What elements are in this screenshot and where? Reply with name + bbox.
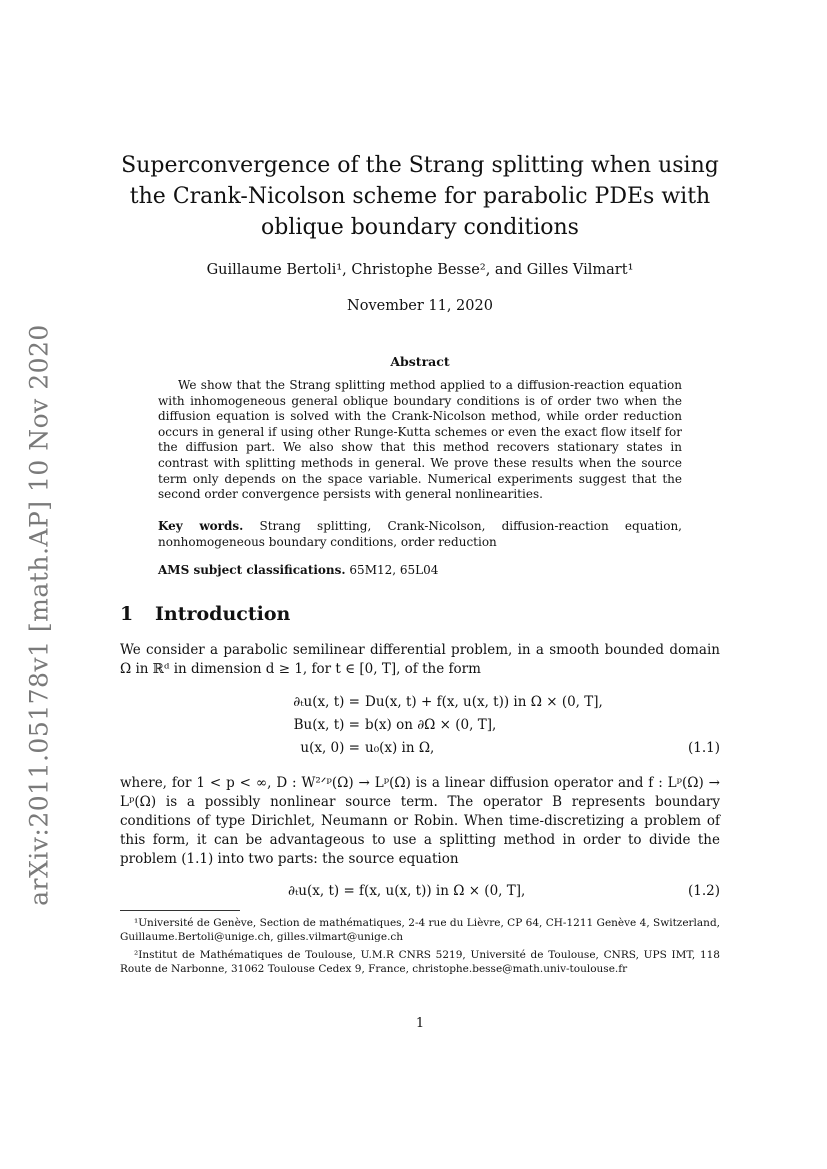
footnote-divider <box>120 910 240 911</box>
section-number: 1 <box>120 603 134 625</box>
equation-1-1-line-2-rhs: b(x) on ∂Ω × (0, T], <box>365 717 497 733</box>
intro-paragraph-1: We consider a parabolic semilinear differential problem, in a smooth bounded domain Ω in ℝᵈ in dimension d ≥ 1, for t ∈ [0, T], of the form <box>120 642 720 677</box>
arxiv-identifier: arXiv:2011.05178v1 [math.AP] 10 Nov 2020 <box>24 324 54 906</box>
ams-label: AMS subject classifications. <box>158 563 346 577</box>
equation-1-2-number: (1.2) <box>687 883 720 899</box>
equation-1-1-line-2-lhs: Bu(x, t) = <box>293 717 360 733</box>
keywords-text: Strang splitting, Crank-Nicolson, diffusion-reaction equation, nonhomogeneous boundary conditions, order reduction <box>158 519 682 549</box>
equation-1-2-text: ∂ₜu(x, t) = f(x, u(x, t)) in Ω × (0, T], <box>288 883 526 899</box>
section-title: Introduction <box>155 603 291 625</box>
ams-classifications <box>158 563 682 577</box>
footnote-2: ²Institut de Mathématiques de Toulouse, U.M.R CNRS 5219, Université de Toulouse, CNRS, UPS IMT, 118 Route de Narbonne, 31062 Toulouse Cedex 9, France, christophe.besse@math.univ-toulouse.fr <box>120 949 720 975</box>
equation-1-1-line-3-rhs: u₀(x) in Ω, <box>365 740 435 756</box>
footnote-1: ¹Université de Genève, Section de mathématiques, 2-4 rue du Lièvre, CP 64, CH-1211 Genève 4, Switzerland, Guillaume.Bertoli@unige.ch, gilles.vilmart@unige.ch <box>120 917 720 943</box>
equation-1-1-line-1-lhs: ∂ₜu(x, t) = <box>293 694 360 710</box>
equation-1-1-line-1-rhs: Du(x, t) + f(x, u(x, t)) in Ω × (0, T], <box>365 694 603 710</box>
equation-1-1-line-3-lhs: u(x, 0) = <box>300 740 360 756</box>
intro-paragraph-2: where, for 1 < p < ∞, D : W²ᐟᵖ(Ω) → Lᵖ(Ω) is a linear diffusion operator and f : Lᵖ(Ω) → Lᵖ(Ω) is a possibly nonlinear source term. The operator B represents boundary conditions of type Dirichlet, Neumann or Robin. When time-discretizing a problem of this form, it can be advantageous to use a splitting method in order to divide the problem (1.1) into two parts: the source equation <box>120 775 720 867</box>
page-number: 1 <box>415 1016 425 1031</box>
section-heading <box>120 603 290 625</box>
paper-title: Superconvergence of the Strang splitting when using the Crank-Nicolson scheme for parabolic PDEs with oblique boundary conditions <box>121 153 719 240</box>
ams-text: 65M12, 65L04 <box>349 563 439 577</box>
equation-1-1-number: (1.1) <box>687 740 720 756</box>
keywords-label: Key words. <box>158 519 244 533</box>
abstract-body: We show that the Strang splitting method applied to a diffusion-reaction equation with inhomogeneous general oblique boundary conditions is of order two when the diffusion equation is solved with the Crank-Nicolson method, while order reduction occurs in general if using other Runge-Kutta schemes or even the exact flow itself for the diffusion part. We also show that this method recovers stationary states in contrast with splitting methods in general. We prove these results when the source term only depends on the space variable. Numerical experiments suggest that the second order convergence persists with general nonlinearities. <box>158 378 682 502</box>
publication-date: November 11, 2020 <box>347 298 493 314</box>
abstract-heading: Abstract <box>390 354 450 369</box>
keywords <box>158 519 682 550</box>
author-list: Guillaume Bertoli¹, Christophe Besse², and Gilles Vilmart¹ <box>206 262 634 278</box>
